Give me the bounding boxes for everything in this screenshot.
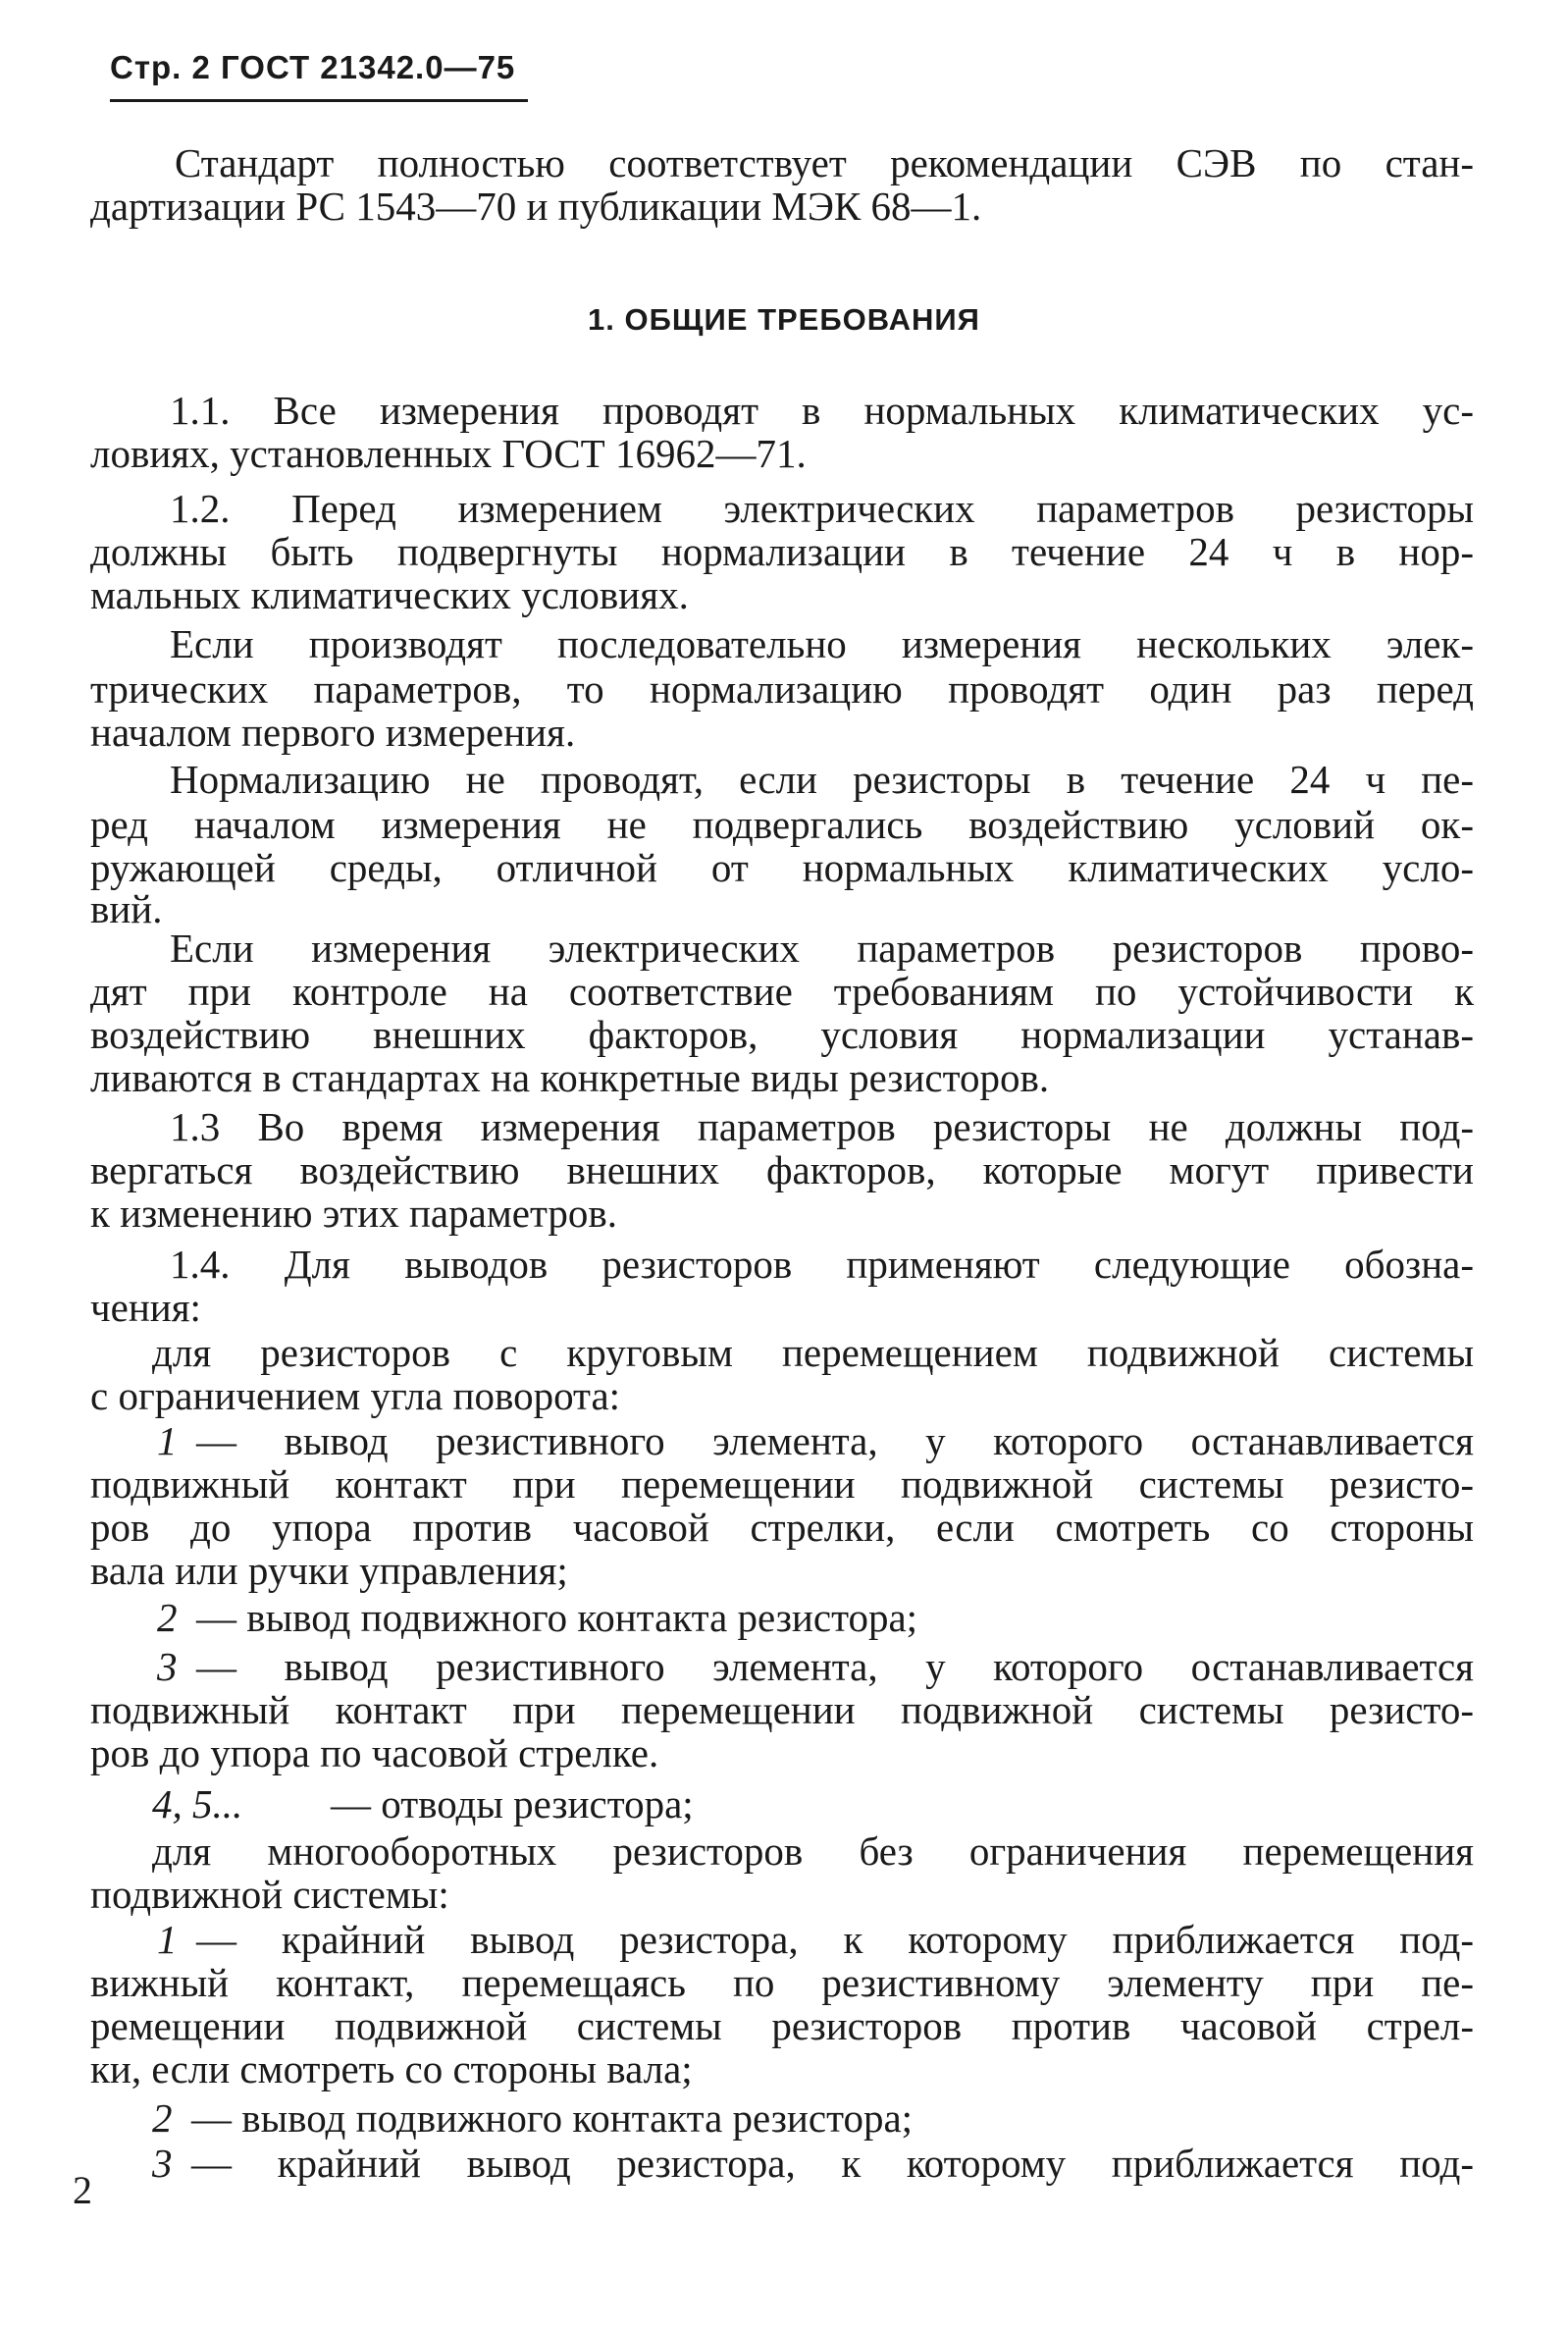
body-line: ремещении подвижной системы резисторов против часовой стрел- <box>90 2003 1474 2048</box>
terminal-label: 4, 5... <box>152 1781 243 1826</box>
body-line: — крайний вывод резистора, к которому приближается под- <box>191 2141 1474 2186</box>
body-line: ред началом измерения не подвергались воздействию условий ок- <box>90 802 1474 847</box>
body-line: Нормализацию не проводят, если резисторы в течение 24 ч пе- <box>170 757 1474 802</box>
body-line: мальных климатических условиях. <box>90 572 689 617</box>
intro-line-2: дартизации РС 1543—70 и публикации МЭК 68—1. <box>90 184 982 229</box>
body-line: 1.1. Все измерения проводят в нормальных климатических ус- <box>170 388 1474 433</box>
body-line: ловиях, установленных ГОСТ 16962—71. <box>90 431 807 476</box>
terminal-label: 1 <box>157 1418 178 1463</box>
body-line: для многооборотных резисторов без ограничения перемещения <box>152 1828 1474 1874</box>
body-line: воздействию внешних факторов, условия нормализации устанав- <box>90 1012 1474 1057</box>
body-line: вергаться воздействию внешних факторов, которые могут привести <box>90 1147 1474 1192</box>
body-line: 1.4. Для выводов резисторов применяют следующие обозна- <box>170 1242 1474 1287</box>
body-line: — вывод подвижного контакта резистора; <box>191 2095 914 2141</box>
terminal-label: 1 <box>157 1917 178 1962</box>
body-line: трических параметров, то нормализацию проводят один раз перед <box>90 666 1474 712</box>
body-line: должны быть подвергнуты нормализации в течение 24 ч в нор- <box>90 529 1474 574</box>
terminal-label: 3 <box>152 2141 173 2186</box>
intro-line-1: Стандарт полностью соответствует рекомендации СЭВ по стан- <box>175 140 1474 185</box>
terminal-label: 2 <box>157 1595 178 1640</box>
body-line: для резисторов с круговым перемещением подвижной системы <box>152 1330 1474 1375</box>
body-line: 1.3 Во время измерения параметров резисторы не должны под- <box>170 1104 1474 1149</box>
body-line: — вывод подвижного контакта резистора; <box>196 1595 918 1640</box>
body-line: — отводы резистора; <box>331 1781 694 1826</box>
terminal-label: 3 <box>157 1644 178 1689</box>
body-line: подвижной системы: <box>90 1872 449 1917</box>
body-line: ров до упора по часовой стрелке. <box>90 1730 659 1775</box>
body-line: — вывод резистивного элемента, у которого останавливается <box>196 1418 1474 1463</box>
section-title: 1. ОБЩИЕ ТРЕБОВАНИЯ <box>588 302 980 337</box>
body-line: вала или ручки управления; <box>90 1548 568 1593</box>
body-line: чения: <box>90 1285 201 1330</box>
body-line: к изменению этих параметров. <box>90 1191 617 1236</box>
page-number: 2 <box>73 2168 92 2212</box>
body-line: вижный контакт, перемещаясь по резистивному элементу при пе- <box>90 1960 1474 2005</box>
body-line: 1.2. Перед измерением электрических параметров резисторы <box>170 486 1474 531</box>
body-line: — вывод резистивного элемента, у которого останавливается <box>196 1644 1474 1689</box>
body-line: началом первого измерения. <box>90 710 576 755</box>
page-header: Стр. 2 ГОСТ 21342.0—75 <box>110 49 516 85</box>
body-line: ки, если смотреть со стороны вала; <box>90 2046 693 2091</box>
body-line: подвижный контакт при перемещении подвижной системы резисто- <box>90 1687 1474 1732</box>
header-rule <box>110 99 528 102</box>
body-line: Если измерения электрических параметров резисторов прово- <box>170 926 1474 971</box>
body-line: ров до упора против часовой стрелки, если смотреть со стороны <box>90 1505 1474 1550</box>
body-line: ливаются в стандартах на конкретные виды резисторов. <box>90 1055 1050 1100</box>
body-line: вий. <box>90 886 163 931</box>
body-line: дят при контроле на соответствие требованиям по устойчивости к <box>90 969 1474 1014</box>
body-line: Если производят последовательно измерения нескольких элек- <box>170 621 1474 666</box>
body-line: подвижный контакт при перемещении подвижной системы резисто- <box>90 1461 1474 1507</box>
body-line: с ограничением угла поворота: <box>90 1373 621 1418</box>
body-line: ружающей среды, отличной от нормальных климатических усло- <box>90 845 1474 890</box>
body-line: — крайний вывод резистора, к которому приближается под- <box>196 1917 1474 1962</box>
terminal-label: 2 <box>152 2095 173 2141</box>
